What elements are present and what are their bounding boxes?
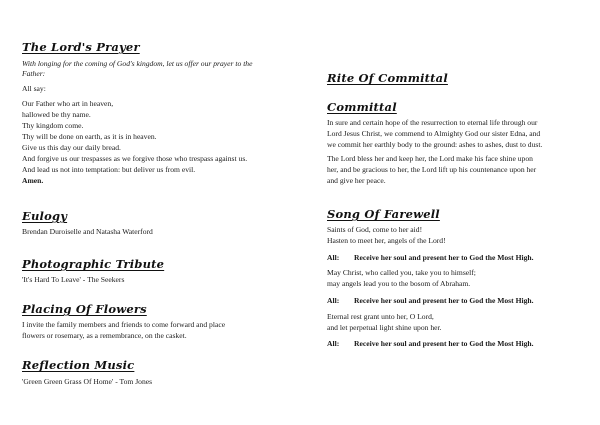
prayer-line: Thy kingdom come. xyxy=(22,121,84,130)
photographic-tribute-song: 'It's Hard To Leave' - The Seekers xyxy=(22,275,125,284)
song-of-farewell-heading: Song Of Farewell xyxy=(327,207,440,221)
farewell-verse-line: May Christ, who called you, take you to himself; xyxy=(327,268,476,277)
all-response-label: All: xyxy=(327,296,340,305)
all-response xyxy=(327,296,534,306)
blessing-text-line: her, and be gracious to her, the Lord lift up his countenance upon her xyxy=(327,165,537,174)
blessing-text-line: The Lord bless her and keep her, the Lord make his face shine upon xyxy=(327,154,533,163)
committal-text-line: In sure and certain hope of the resurrection to eternal life through our xyxy=(327,118,538,127)
blessing-text-line: and give her peace. xyxy=(327,176,386,185)
prayer-line: And forgive us our trespasses as we forgive those who trespass against us. xyxy=(22,154,248,163)
farewell-verse-line: Eternal rest grant unto her, O Lord, xyxy=(327,312,434,321)
all-response xyxy=(327,253,534,263)
committal-text-line: Lord Jesus Christ, we commend to Almighty God our sister Edna, and xyxy=(327,129,541,138)
all-response-text: Receive her soul and present her to God the Most High. xyxy=(354,339,534,348)
farewell-verse-line: Saints of God, come to her aid! xyxy=(327,225,423,234)
farewell-verse-line: may angels lead you to the bosom of Abraham. xyxy=(327,279,471,288)
all-response-text: Receive her soul and present her to God the Most High. xyxy=(354,253,534,262)
farewell-verse-line: Hasten to meet her, angels of the Lord! xyxy=(327,236,446,245)
eulogy-heading: Eulogy xyxy=(22,209,68,223)
all-response-label: All: xyxy=(327,253,340,262)
all-response xyxy=(327,339,534,349)
amen-text: Amen. xyxy=(22,176,44,185)
placing-of-flowers-line-2: flowers or rosemary, as a remembrance, on the casket. xyxy=(22,331,187,340)
eulogy-speakers: Brendan Duroiselle and Natasha Waterford xyxy=(22,227,153,236)
reflection-music-heading: Reflection Music xyxy=(22,358,135,372)
all-response-text: Receive her soul and present her to God the Most High. xyxy=(354,296,534,305)
farewell-verse-line: and let perpetual light shine upon her. xyxy=(327,323,442,332)
all-response-label: All: xyxy=(327,339,340,348)
prayer-line: Our Father who art in heaven, xyxy=(22,99,114,108)
rite-of-committal-heading: Rite Of Committal xyxy=(327,71,448,85)
all-say-label: All say: xyxy=(22,84,46,93)
committal-heading: Committal xyxy=(327,100,397,114)
prayer-line: Give us this day our daily bread. xyxy=(22,143,121,152)
prayer-line: And lead us not into temptation: but deliver us from evil. xyxy=(22,165,196,174)
lords-prayer-heading: The Lord's Prayer xyxy=(22,40,140,54)
reflection-music-song: 'Green Green Grass Of Home' - Tom Jones xyxy=(22,377,153,386)
lords-prayer-intro-line-2: Father: xyxy=(22,69,46,78)
prayer-line: Thy will be done on earth, as it is in heaven. xyxy=(22,132,157,141)
photographic-tribute-heading: Photographic Tribute xyxy=(22,257,165,271)
prayer-line: hallowed be thy name. xyxy=(22,110,91,119)
lords-prayer-intro-line-1: With longing for the coming of God's kingdom, let us offer our prayer to the xyxy=(22,59,253,68)
placing-of-flowers-line-1: I invite the family members and friends to come forward and place xyxy=(22,320,226,329)
placing-of-flowers-heading: Placing Of Flowers xyxy=(22,302,147,316)
committal-text-line: we commit her earthly body to the ground: ashes to ashes, dust to dust. xyxy=(327,140,543,149)
